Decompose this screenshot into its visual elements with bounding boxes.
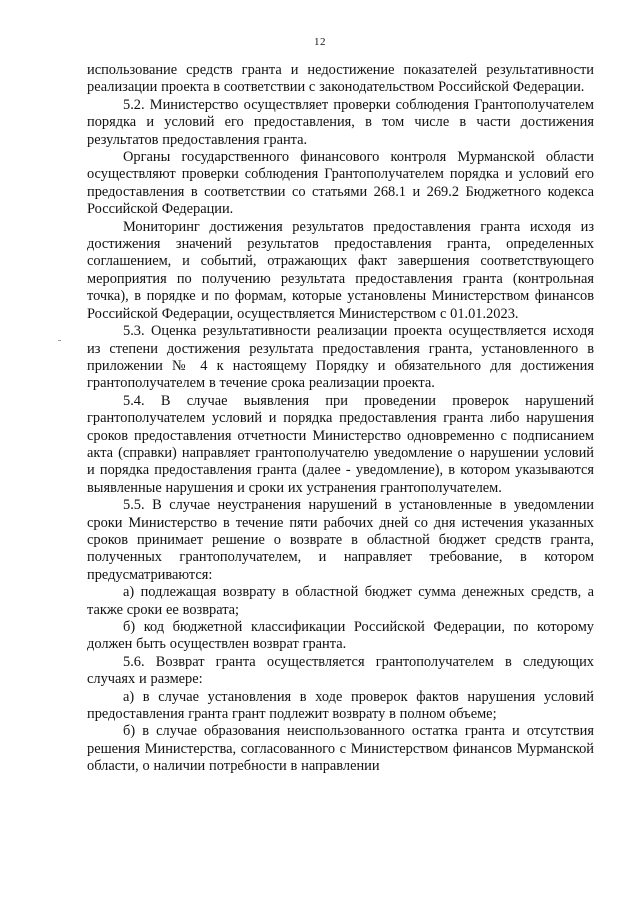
paragraph-6: 5.4. В случае выявления при проведении проверок нарушений грантополучателем условий и порядка предоставления гранта либо нарушения сроков предоставления отчетности Министерство одновременно с подписанием акта (справки) направляет грантополучателю уведомление о нарушении условий и порядка предоставления гранта (далее - уведомление), в котором указываются выявленные нарушения и сроки их устранения грантополучателем.	[87, 392, 594, 496]
paragraph-5: 5.3. Оценка результативности реализации проекта осуществляется исходя из степени достижения результата предоставления гранта, установленного в приложении № 4 к настоящему Порядку и обязательного для достижения грантополучателем в течение срока реализации проекта.	[87, 323, 594, 392]
margin-mark	[58, 340, 61, 341]
page-number: 12	[314, 36, 326, 48]
paragraph-11: а) в случае установления в ходе проверок фактов нарушения условий предоставления гранта грант подлежит возврату в полном объеме;	[87, 688, 594, 723]
paragraph-4: Мониторинг достижения результатов предоставления гранта исходя из достижения значений результатов предоставления гранта, определенных соглашением, и событий, отражающих факт завершения соответствующего мероприятия по получению результата предоставления гранта (контрольная точка), в порядке и по формам, которые установлены Министерством финансов Российской Федерации, осуществляется Министерством с 01.01.2023.	[87, 218, 594, 322]
paragraph-12: б) в случае образования неиспользованного остатка гранта и отсутствия решения Министерства, согласованного с Министерством финансов Мурманской области, о наличии потребности в направлении	[87, 723, 594, 775]
paragraph-2: 5.2. Министерство осуществляет проверки соблюдения Грантополучателем порядка и условий его предоставления, в том числе в части достижения результатов предоставления гранта.	[87, 96, 594, 148]
paragraph-3: Органы государственного финансового контроля Мурманской области осуществляют проверки соблюдения Грантополучателем порядка и условий его предоставления в соответствии со статьями 268.1 и 269.2 Бюджетного кодекса Российской Федерации.	[87, 149, 594, 218]
paragraph-1: использование средств гранта и недостижение показателей результативности реализации проекта в соответствии с законодательством Российской Федерации.	[87, 62, 594, 96]
document-body	[87, 62, 594, 776]
paragraph-7: 5.5. В случае неустранения нарушений в установленные в уведомлении сроки Министерство в течение пяти рабочих дней со дня истечения указанных сроков принимает решение о возврате в областной бюджет средств гранта, полученных грантополучателем, и направляет требование, в котором предусматриваются:	[87, 497, 594, 583]
paragraph-10: 5.6. Возврат гранта осуществляется грантополучателем в следующих случаях и размере:	[87, 653, 594, 688]
paragraph-8: а) подлежащая возврату в областной бюджет сумма денежных средств, а также сроки ее возврата;	[87, 584, 594, 618]
paragraph-9: б) код бюджетной классификации Российской Федерации, по которому должен быть осуществлен возврат гранта.	[87, 619, 594, 653]
